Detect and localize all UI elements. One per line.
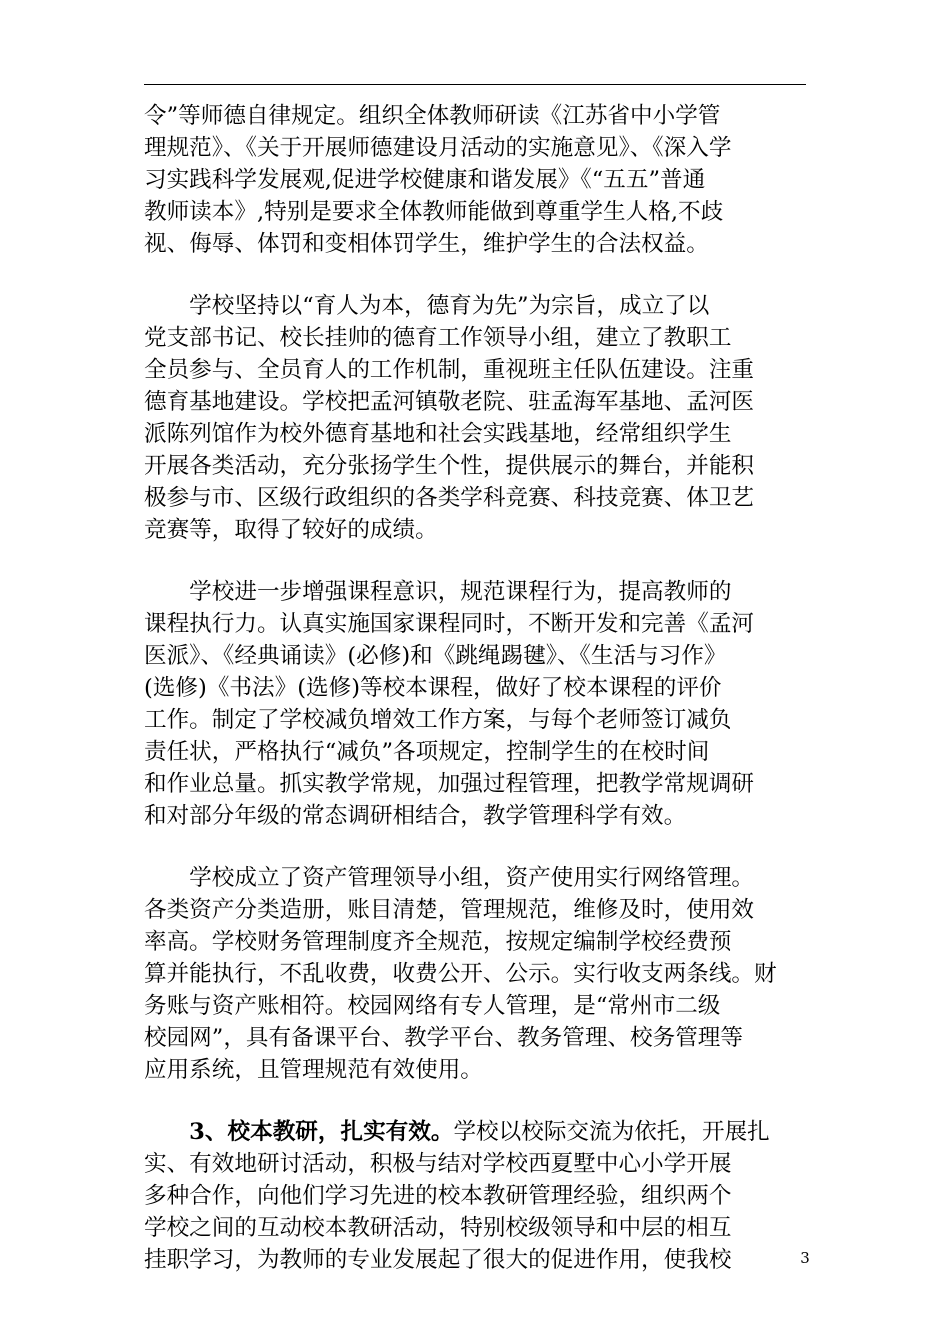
- paragraph-curriculum: [144, 576, 824, 832]
- text-line: 视、侮辱、体罚和变相体罚学生，维护学生的合法权益。: [144, 231, 709, 257]
- text-line: 多种合作，向他们学习先进的校本教研管理经验，组织两个: [144, 1183, 732, 1209]
- text-line: 学校成立了资产管理领导小组，资产使用实行网络管理。: [144, 865, 755, 891]
- text-line: 习实践科学发展观,促进学校健康和谐发展》《“五五”普通: [144, 167, 706, 193]
- text-line: 令”等师德自律规定。组织全体教师研读《江苏省中小学管: [144, 103, 721, 129]
- paragraph-school-research: [144, 1116, 824, 1276]
- text-line: 学校之间的互动校本教研活动，特别校级领导和中层的相互: [144, 1215, 732, 1241]
- text-line: 务账与资产账相符。校园网络有专人管理，是“常州市二级: [144, 993, 721, 1019]
- header-rule: [144, 84, 806, 85]
- paragraph-spacer: [144, 546, 824, 576]
- text-line: 实、有效地研讨活动，积极与结对学校西夏墅中心小学开展: [144, 1151, 732, 1177]
- text-line-continuation: 学校以校际交流为依托，开展扎: [453, 1119, 770, 1145]
- paragraph-moral-education: [144, 290, 824, 546]
- paragraph-asset-management: [144, 862, 824, 1086]
- text-line: 和对部分年级的常态调研相结合，教学管理科学有效。: [144, 803, 687, 829]
- text-line: 医派》、《经典诵读》(必修)和《跳绳踢毽》、《生活与习作》: [144, 643, 727, 669]
- text-line: 全员参与、全员育人的工作机制，重视班主任队伍建设。注重: [144, 357, 755, 383]
- text-line: 和作业总量。抓实教学常规，加强过程管理，把教学常规调研: [144, 771, 755, 797]
- text-line: 算并能执行，不乱收费，收费公开、公示。实行收支两条线。财: [144, 961, 777, 987]
- paragraph-spacer: [144, 1086, 824, 1116]
- text-line: 党支部书记、校长挂帅的德育工作领导小组，建立了教职工: [144, 325, 732, 351]
- text-line: 竞赛等，取得了较好的成绩。: [144, 517, 438, 543]
- text-line: 校园网”，具有备课平台、教学平台、教务管理、校务管理等: [144, 1025, 743, 1051]
- text-line: 工作。制定了学校减负增效工作方案，与每个老师签订减负: [144, 707, 732, 733]
- page-number: 3: [800, 1249, 810, 1267]
- text-line: 理规范》、《关于开展师德建设月活动的实施意见》、《深入学: [144, 135, 732, 161]
- text-line: 极参与市、区级行政组织的各类学科竞赛、科技竞赛、体卫艺: [144, 485, 755, 511]
- paragraph-spacer: [144, 832, 824, 862]
- text-line: 教师读本》,特别是要求全体教师能做到尊重学生人格,不歧: [144, 199, 724, 225]
- text-line: 派陈列馆作为校外德育基地和社会实践基地，经常组织学生: [144, 421, 732, 447]
- text-line: 德育基地建设。学校把孟河镇敬老院、驻孟海军基地、孟河医: [144, 389, 755, 415]
- document-body: [144, 100, 824, 1276]
- paragraph-spacer: [144, 260, 824, 290]
- text-line: 课程执行力。认真实施国家课程同时，不断开发和完善《孟河: [144, 611, 755, 637]
- text-line: 学校坚持以“育人为本，德育为先”为宗旨，成立了以: [144, 293, 710, 319]
- text-line: (选修)《书法》(选修)等校本课程，做好了校本课程的评价: [144, 675, 722, 701]
- text-line: [144, 1116, 824, 1148]
- text-line: 各类资产分类造册，账目清楚，管理规范，维修及时，使用效: [144, 897, 755, 923]
- text-line: 责任状，严格执行“减负”各项规定，控制学生的在校时间: [144, 739, 710, 765]
- text-line: 挂职学习，为教师的专业发展起了很大的促进作用，使我校: [144, 1247, 732, 1273]
- text-line: 开展各类活动，充分张扬学生个性，提供展示的舞台，并能积: [144, 453, 755, 479]
- text-line: 学校进一步增强课程意识，规范课程行为，提高教师的: [144, 579, 732, 605]
- section-heading: 3、校本教研，扎实有效。: [144, 1119, 454, 1145]
- paragraph-teacher-ethics: [144, 100, 824, 260]
- text-line: 率高。学校财务管理制度齐全规范，按规定编制学校经费预: [144, 929, 732, 955]
- text-line: 应用系统，且管理规范有效使用。: [144, 1057, 483, 1083]
